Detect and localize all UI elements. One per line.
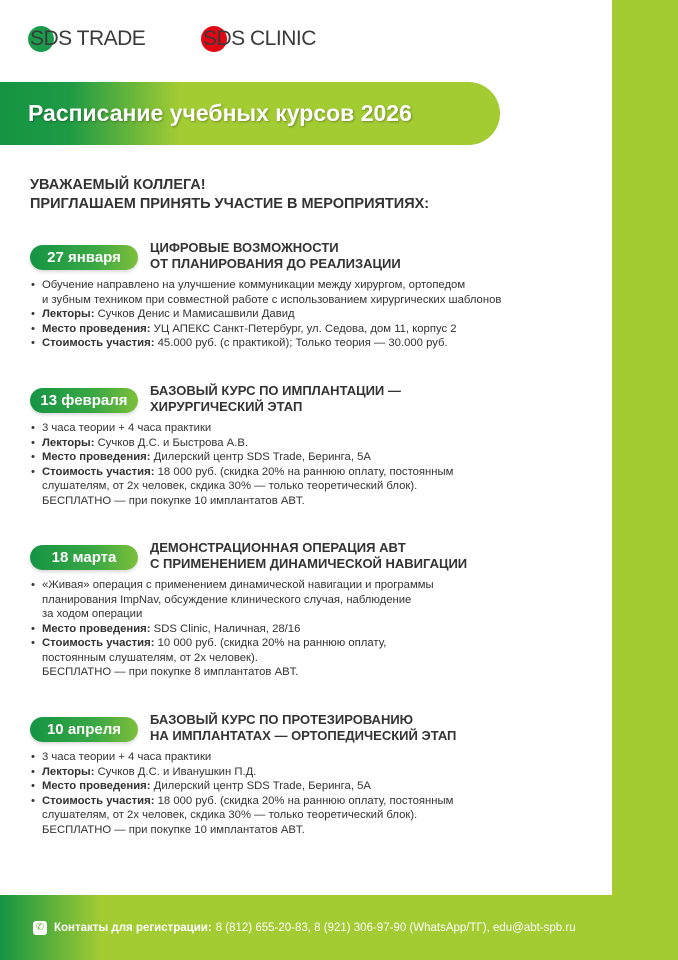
event-details xyxy=(30,421,453,508)
logo-sds-trade: SDS TRADE xyxy=(30,27,146,50)
detail-text: 18 000 руб. (скидка 20% на раннюю оплату, постоянным слушателям, от 2х человек, скдика 30% — только теоретический блок). БЕСПЛАТНО — при покупке 10 имплантатов ABT. xyxy=(42,465,454,507)
list-item xyxy=(30,421,453,436)
event-date-badge: 10 апреля xyxy=(30,717,138,742)
event-date-badge: 13 февраля xyxy=(30,388,138,413)
list-item xyxy=(30,465,453,509)
detail-text: 3 часа теории + 4 часа практики xyxy=(42,751,212,763)
list-item xyxy=(30,336,501,351)
event-details xyxy=(30,278,501,351)
detail-label: Стоимость участия: xyxy=(42,637,155,649)
phone-icon: ✆ xyxy=(33,921,47,935)
contacts-footer xyxy=(0,895,678,960)
intro-heading xyxy=(30,176,429,214)
list-item xyxy=(30,750,453,765)
detail-label: Место проведения: xyxy=(42,451,151,463)
contacts-text[interactable]: 8 (812) 655-20-83, 8 (921) 306-97-90 (WhatsApp/ТГ), edu@abt-spb.ru xyxy=(215,921,576,934)
right-accent-strip xyxy=(612,0,678,895)
list-item xyxy=(30,278,501,307)
detail-text: SDS Clinic, Наличная, 28/16 xyxy=(150,622,301,635)
detail-label: Место проведения: xyxy=(42,322,151,335)
detail-label: Место проведения: xyxy=(42,622,151,635)
detail-text: Сучков Д.С. и Быстрова А.В. xyxy=(94,436,249,449)
detail-text: 10 000 руб. (скидка 20% на раннюю оплату, постоянным слушателям, от 2х человек). БЕСПЛАТНО — при покупке 8 имплантатов ABT. xyxy=(42,637,387,678)
list-item xyxy=(30,794,453,838)
detail-label: Лекторы: xyxy=(42,436,95,449)
list-item xyxy=(30,436,453,451)
event-date-badge: 27 января xyxy=(30,245,138,270)
event-details xyxy=(30,578,434,680)
list-item xyxy=(30,622,434,637)
list-item xyxy=(30,765,453,780)
list-item xyxy=(30,307,501,322)
event-title: ДЕМОНСТРАЦИОННАЯ ОПЕРАЦИЯ ABT С ПРИМЕНЕНИЕМ ДИНАМИЧЕСКОЙ НАВИГАЦИИ xyxy=(150,540,468,571)
intro-line: ПРИГЛАШАЕМ ПРИНЯТЬ УЧАСТИЕ В МЕРОПРИЯТИЯХ: xyxy=(30,196,430,212)
list-item xyxy=(30,578,434,622)
list-item xyxy=(30,779,453,794)
intro-line: УВАЖАЕМЫЙ КОЛЛЕГА! xyxy=(30,177,206,193)
detail-text: «Живая» операция с применением динамической навигации и программы планирования ImpNav, обсуждение клинического случая, наблюдение за ходом операции xyxy=(42,579,434,620)
event-title: ЦИФРОВЫЕ ВОЗМОЖНОСТИ ОТ ПЛАНИРОВАНИЯ ДО РЕАЛИЗАЦИИ xyxy=(150,240,401,271)
title-banner xyxy=(0,82,500,145)
detail-text: Сучков Денис и Мамисашвили Давид xyxy=(94,308,295,320)
detail-text: Дилерский центр SDS Trade, Беринга, 5А xyxy=(150,451,371,463)
event-date-badge: 18 марта xyxy=(30,545,138,570)
event-title: БАЗОВЫЙ КУРС ПО ИМПЛАНТАЦИИ — ХИРУРГИЧЕСКИЙ ЭТАП xyxy=(150,383,401,414)
list-item xyxy=(30,322,501,337)
event-title: БАЗОВЫЙ КУРС ПО ПРОТЕЗИРОВАНИЮ НА ИМПЛАНТАТАХ — ОРТОПЕДИЧЕСКИЙ ЭТАП xyxy=(150,712,457,743)
detail-text: Обучение направлено на улучшение коммуникации между хирургом, ортопедом и зубным техником при совместной работе с использованием хирургических шаблонов xyxy=(42,279,502,306)
detail-label: Лекторы: xyxy=(42,765,95,778)
detail-text: Сучков Д.С. и Иванушкин П.Д. xyxy=(94,765,257,778)
contacts-label: Контакты для регистрации: xyxy=(54,921,212,934)
detail-text: Дилерский центр SDS Trade, Беринга, 5А xyxy=(150,780,371,792)
list-item xyxy=(30,450,453,465)
page-title: Расписание учебных курсов 2026 xyxy=(28,100,412,126)
detail-label: Стоимость участия: xyxy=(42,794,155,807)
logo-sds-clinic: SDS CLINIC xyxy=(203,27,316,50)
detail-label: Место проведения: xyxy=(42,780,151,792)
detail-label: Стоимость участия: xyxy=(42,465,155,478)
list-item xyxy=(30,636,434,680)
detail-label: Стоимость участия: xyxy=(42,337,155,349)
detail-label: Лекторы: xyxy=(42,308,95,320)
detail-text: 18 000 руб. (скидка 20% на раннюю оплату, постоянным слушателям, от 2х человек, скдика 30% — только теоретический блок). БЕСПЛАТНО — при покупке 10 имплантатов ABT. xyxy=(42,794,454,836)
detail-text: 3 часа теории + 4 часа практики xyxy=(42,422,212,434)
event-details xyxy=(30,750,453,837)
detail-text: УЦ АПЕКС Санкт-Петербург, ул. Седова, дом 11, корпус 2 xyxy=(150,322,457,335)
detail-text: 45.000 руб. (с практикой); Только теория — 30.000 руб. xyxy=(154,337,448,349)
